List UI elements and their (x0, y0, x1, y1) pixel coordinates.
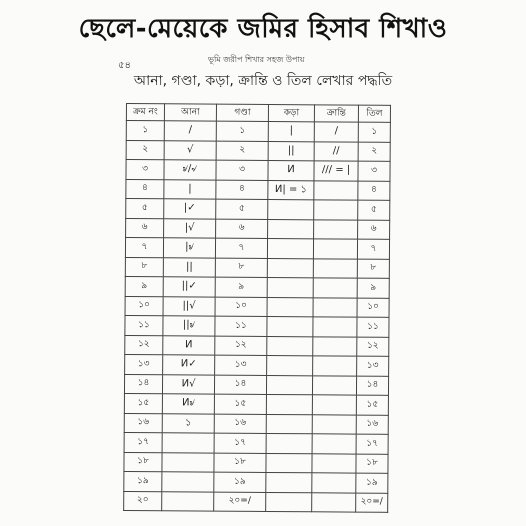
cell-serial: ১৮ (124, 452, 162, 472)
cell-kora (266, 414, 312, 434)
cell-kora (266, 453, 312, 473)
cell-kranti (313, 317, 357, 337)
cell-kranti (313, 258, 357, 278)
cell-ganda: ৭ (215, 238, 267, 258)
cell-ana (162, 472, 214, 492)
cell-kora (267, 238, 313, 258)
cell-kranti (314, 219, 358, 239)
header-kora: কড়া (268, 104, 314, 121)
cell-til: ১৬ (356, 415, 388, 435)
cell-ana (162, 433, 214, 453)
cell-ganda: ১৪ (214, 375, 266, 395)
cell-kora (267, 297, 313, 317)
table-row (126, 140, 390, 161)
cell-til: ১১ (357, 317, 389, 337)
cell-kora (266, 394, 312, 414)
cell-kora (266, 492, 312, 512)
cell-kranti: / (314, 122, 358, 142)
header-serial: ক্রম নং (126, 104, 164, 121)
cell-til: ২ (358, 142, 390, 162)
cell-til: ৫ (358, 200, 390, 220)
cell-kranti (312, 414, 356, 434)
cell-ana: И (163, 335, 215, 355)
table-row (125, 276, 389, 297)
table-row (126, 218, 390, 239)
cell-ana: ১ (162, 413, 214, 433)
cell-til: ১৭ (356, 434, 388, 454)
cell-ganda: ৮ (215, 258, 267, 278)
cell-kranti (312, 434, 356, 454)
cell-til: ১০ (357, 298, 389, 318)
table-body (124, 121, 391, 513)
banner-headline: ছেলে-মেয়েকে জমির হিসাব শিখাও (78, 14, 448, 44)
cell-kora (266, 472, 312, 492)
cell-kranti (313, 297, 357, 317)
cell-serial: ২ (126, 140, 164, 160)
cell-kora: И (268, 160, 314, 180)
cell-kranti (313, 336, 357, 356)
table-row (126, 121, 390, 142)
table-row (125, 238, 389, 259)
table-row (124, 491, 388, 512)
cell-ganda: ২ (216, 141, 268, 161)
cell-serial: ১২ (125, 335, 163, 355)
cell-serial: ১৭ (124, 432, 162, 452)
cell-kora (267, 336, 313, 356)
cell-ana: / (164, 121, 216, 141)
cell-kora (266, 375, 312, 395)
cell-kora (267, 355, 313, 375)
cell-ana: И✓ (163, 355, 215, 375)
cell-ana (162, 491, 214, 511)
cell-kranti: /// = | (314, 161, 358, 181)
cell-ana: ৶/৵ (164, 160, 216, 180)
cell-ganda: ১২ (215, 336, 267, 356)
cell-ganda: ৪ (216, 180, 268, 200)
table-row (125, 296, 389, 317)
cell-kranti (312, 473, 356, 493)
header-kranti: ক্রান্তি (314, 105, 358, 122)
cell-kora (267, 258, 313, 278)
cell-ana: ||৶ (163, 316, 215, 336)
cell-serial: ১ (126, 121, 164, 141)
cell-serial: ৯ (125, 276, 163, 296)
cell-ganda: ৯ (215, 277, 267, 297)
cell-til: ১৮ (356, 454, 388, 474)
table-row (125, 354, 389, 375)
cell-ana: И৶ (162, 394, 214, 414)
cell-til: ১৩ (357, 356, 389, 376)
cell-ganda: ৩ (216, 160, 268, 180)
cell-serial: ৬ (126, 218, 164, 238)
cell-ganda: ২০=/ (214, 492, 266, 512)
cell-ganda: ১ (216, 121, 268, 141)
book-running-title: ভূমি জরীপ শিখার সহজ উপায় (208, 55, 305, 64)
cell-kranti (312, 453, 356, 473)
cell-kora (267, 277, 313, 297)
section-title: আনা, গণ্ডা, কড়া, ক্রান্তি ও তিল লেখার পদ্ধতি (133, 73, 393, 89)
cell-til: ১৯ (356, 473, 388, 493)
cell-kora (268, 219, 314, 239)
units-table (123, 103, 391, 513)
cell-til: ১৫ (356, 395, 388, 415)
cell-ana: || (163, 257, 215, 277)
cell-til: ১২ (357, 337, 389, 357)
cell-serial: ৪ (126, 179, 164, 199)
table-row (126, 199, 390, 220)
cell-kranti (313, 239, 357, 259)
table-row (125, 315, 389, 336)
cell-ganda: ১৬ (214, 414, 266, 434)
cell-ana: ||✓ (163, 277, 215, 297)
table-row (124, 452, 388, 473)
cell-til: ২০=/ (356, 493, 388, 513)
cell-til: ৩ (358, 161, 390, 181)
cell-serial: ১৩ (125, 354, 163, 374)
cell-ana: |√ (164, 218, 216, 238)
cell-ana: |৶ (163, 238, 215, 258)
header-ganda: গণ্ডা (216, 104, 268, 121)
cell-ana: |✓ (164, 199, 216, 219)
cell-serial: ২০ (124, 491, 162, 511)
cell-ganda: ১৩ (215, 355, 267, 375)
cell-kora: | (268, 121, 314, 141)
table-row (124, 374, 388, 395)
table-row (124, 471, 388, 492)
cell-kranti (312, 492, 356, 512)
cell-serial: ১৪ (124, 374, 162, 394)
cell-ganda: ১৭ (214, 433, 266, 453)
cell-ana: ||√ (163, 296, 215, 316)
cell-kranti (314, 200, 358, 220)
cell-til: ৮ (357, 259, 389, 279)
cell-kora (267, 316, 313, 336)
cell-til: ১৪ (356, 376, 388, 396)
table-header-row (126, 104, 390, 123)
cell-ganda: ১৫ (214, 394, 266, 414)
table-row (124, 432, 388, 453)
cell-til: ৪ (358, 181, 390, 201)
cell-kora: И| = ১ (268, 180, 314, 200)
cell-ganda: ১৮ (214, 453, 266, 473)
cell-ganda: ১৯ (214, 472, 266, 492)
cell-ganda: ১০ (215, 297, 267, 317)
table-row (124, 393, 388, 414)
cell-serial: ১১ (125, 315, 163, 335)
cell-serial: ১৬ (124, 413, 162, 433)
header-til: তিল (358, 105, 390, 122)
cell-serial: ৭ (125, 238, 163, 258)
cell-ana: | (164, 179, 216, 199)
table-row (125, 257, 389, 278)
cell-serial: ১০ (125, 296, 163, 316)
page-number: ৫৪ (118, 60, 131, 71)
cell-kora (268, 199, 314, 219)
cell-ganda: ৬ (216, 219, 268, 239)
cell-ana: √ (164, 140, 216, 160)
cell-ganda: ৫ (216, 199, 268, 219)
cell-kranti: // (314, 141, 358, 161)
cell-serial: ৫ (126, 199, 164, 219)
cell-serial: ১৯ (124, 471, 162, 491)
cell-ana: И√ (162, 374, 214, 394)
cell-serial: ৩ (126, 160, 164, 180)
cell-til: ১ (358, 122, 390, 142)
cell-ganda: ১১ (215, 316, 267, 336)
cell-kranti (312, 395, 356, 415)
cell-kora (266, 433, 312, 453)
table-row (124, 413, 388, 434)
cell-ana (162, 452, 214, 472)
cell-kranti (314, 180, 358, 200)
table-row (125, 335, 389, 356)
cell-til: ৭ (357, 239, 389, 259)
cell-kora: || (268, 141, 314, 161)
cell-kranti (313, 356, 357, 376)
table-row (126, 160, 390, 181)
cell-serial: ৮ (125, 257, 163, 277)
header-ana: আনা (164, 104, 216, 121)
cell-kranti (313, 278, 357, 298)
table-row (126, 179, 390, 200)
cell-serial: ১৫ (124, 393, 162, 413)
cell-kranti (312, 375, 356, 395)
cell-til: ৬ (358, 220, 390, 240)
cell-til: ৯ (357, 278, 389, 298)
